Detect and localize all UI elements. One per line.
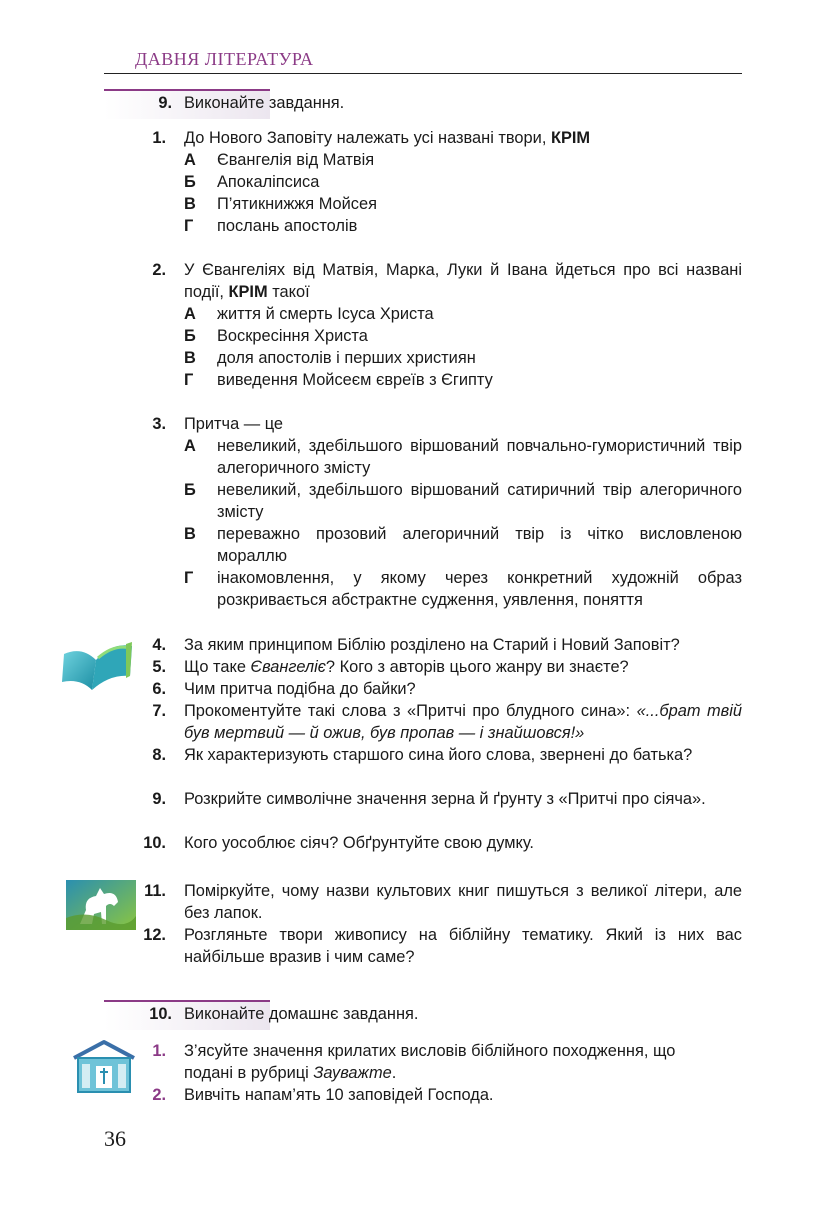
- question-emphasis: КРІМ: [228, 283, 268, 301]
- task-10-title: Виконайте домашнє завдання.: [184, 1005, 419, 1023]
- question-5: 5. Що таке Євангеліє? Кого з авторів цього жанру ви знаєте?: [152, 658, 629, 676]
- question-1: [100, 127, 742, 237]
- question-12: 12. Розгляньте твори живопису на біблійну тематику. Який із них вас найбільше вразив і чим саме?: [143, 926, 742, 966]
- question-2: 2. У Євангеліях від Матвія, Марка, Луки й Івана йдеться про всі названі події, КРІМ такої А життя й смерть Ісуса Христа Б Воскресіння Христа В доля апостолів і перших християн Г виведення Мойсеєм євреїв з Єгипту: [100, 259, 742, 391]
- option: В П’ятикнижжя Мойсея: [184, 195, 377, 213]
- question-number: 3.: [152, 415, 166, 433]
- option: Г послань апостолів: [184, 217, 358, 235]
- question-10: 10. Кого уособлює сіяч? Обґрунтуйте свою думку.: [143, 834, 534, 852]
- option: Б Воскресіння Христа: [184, 327, 368, 345]
- question-11: 11. Поміркуйте, чому назви культових книг пишуться з великої літери, але без лапок.: [144, 882, 742, 922]
- page-number: 36: [104, 1126, 126, 1151]
- option: В переважно прозовий алегоричний твір із чітко висловленою мораллю: [184, 525, 742, 565]
- question-8: 8. Як характеризують старшого сина його слова, звернені до батька?: [152, 746, 693, 764]
- running-head: ДАВНЯ ЛІТЕРАТУРА: [135, 49, 314, 69]
- header-rule: [104, 73, 742, 74]
- option: Б Апокаліпсиса: [184, 173, 320, 191]
- question-7: 7. Прокоментуйте такі слова з «Притчі про блудного сина»: «...брат твій був мертвий — й ожив, був пропав — і знайшовся!»: [152, 702, 742, 742]
- question-3: [100, 413, 742, 611]
- option: А Євангелія від Матвія: [184, 151, 375, 169]
- option: Г виведення Мойсеєм євреїв з Єгипту: [184, 371, 493, 389]
- question-text: До Нового Заповіту належать усі названі твори,: [184, 129, 551, 147]
- option: А невеликий, здебільшого віршований повчально-гумористичний твір алегоричного змісту: [184, 437, 742, 477]
- task-9-title: Виконайте завдання.: [184, 94, 345, 112]
- question-9: 9. Розкрийте символічне значення зерна й ґрунту з «Притчі про сіяча».: [152, 790, 706, 808]
- question-number: 1.: [152, 129, 166, 147]
- option: Г інакомовлення, у якому через конкретний художній образ розкривається абстрактне судження, уявлення, поняття: [184, 569, 742, 609]
- question-emphasis: КРІМ: [550, 129, 591, 147]
- homework-question-2: 2. Вивчіть напам’ять 10 заповідей Господа.: [152, 1086, 494, 1104]
- task-9-number: 9.: [158, 94, 172, 112]
- question-text: У Євангеліях від Матвія, Марка, Луки й Івана йдеться про всі названі події,: [184, 261, 742, 301]
- option: В доля апостолів і перших християн: [184, 349, 476, 367]
- task-10-header: [104, 1000, 742, 1030]
- question-6: 6. Чим притча подібна до байки?: [152, 680, 416, 698]
- task-9-header: [104, 89, 742, 119]
- question-number: 2.: [152, 261, 166, 279]
- option: Б невеликий, здебільшого віршований сатиричний твір алегоричного змісту: [184, 481, 742, 521]
- homework-question-1: 1. З’ясуйте значення крилатих висловів біблійного походження, що подані в рубриці Зауважте.: [152, 1042, 676, 1082]
- option: А життя й смерть Ісуса Христа: [184, 305, 434, 323]
- question-4: 4. За яким принципом Біблію розділено на Старий і Новий Заповіт?: [152, 636, 680, 654]
- task-10-number: 10.: [149, 1005, 172, 1023]
- question-text: Притча — це: [184, 415, 284, 433]
